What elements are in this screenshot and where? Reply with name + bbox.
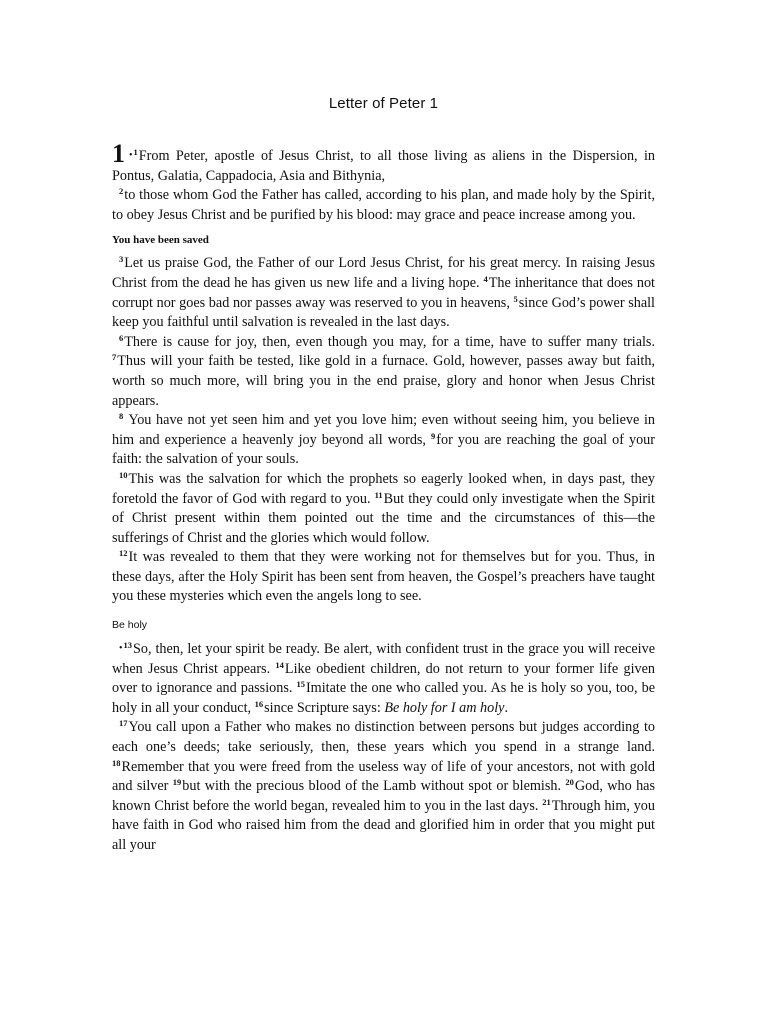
verse-text: From Peter, apostle of Jesus Christ, to all those living as aliens in the Dispersion, in Pontus, Galatia, Cappadocia, Asia and Bithynia, [112,148,655,184]
verse-number: 17 [119,718,128,729]
verse-number: 10 [119,469,128,480]
section-heading-holy: Be holy [112,619,148,632]
verse-text: Remember that you were freed from the useless way of life of your ancestors, not with gold and silver [112,758,655,795]
verse-number: 21 [542,796,551,807]
scripture-quote: Be holy for I am holy [384,699,505,716]
paragraph-verses-3-5 [112,254,655,332]
paragraph-verses-1 [112,139,655,186]
verse-text: There is cause for joy, then, even though you may, for a time, have to suffer many trials. [124,333,655,350]
verse-number: 8 [119,411,124,422]
bullet-marker: • [119,643,123,655]
verse-text: The inheritance that does not corrupt nor goes bad nor passes away was reserved to you in heavens, [112,274,655,311]
verse-number: 6 [119,332,124,343]
bullet-marker: • [129,150,133,161]
verse-text: Let us praise God, the Father of our Lord Jesus Christ, for his great mercy. In raising Jesus Christ from the dead he has given us new life and a living hope. [112,255,655,291]
document-title: Letter of Peter 1 [328,95,439,112]
verse-number: 15 [296,679,305,690]
verse-number: 14 [275,659,284,670]
verse-text: Thus will your faith be tested, like gold in a furnace. Gold, however, passes away but faith, worth so much more, will bring you in the end praise, glory and honor when Jesus Christ appears. [112,353,655,409]
verse-number: 5 [513,293,518,304]
verse-text: You have not yet seen him and yet you love him; even without seeing him, you believe in him and experience a heavenly joy beyond all words, [112,412,655,448]
verse-text: Through him, you have faith in God who raised him from the dead and glorified him in order that you might put all your [112,797,655,853]
verse-text: but with the precious blood of the Lamb without spot or blemish. [182,778,566,795]
paragraph-verses-13-16 [112,639,655,718]
verse-text: This was the salvation for which the prophets so eagerly looked when, in days past, they foretold the favor of God with regard to you. [112,470,655,507]
verse-number: 16 [254,698,264,709]
verse-text: So, then, let your spirit be ready. Be alert, with confident trust in the grace you will receive when Jesus Christ appears. [112,641,655,677]
verse-number: 7 [112,352,117,363]
verse-text: to those whom God the Father has called, according to his plan, and made holy by the Spirit, to obey Jesus Christ and be purified by his blood: may grace and peace increase among you. [112,187,655,223]
verse-text: It was revealed to them that they were working not for themselves but for you. Thus, in these days, after the Holy Spirit has been sent from heaven, the Gospel’s preachers have taught you these mysteries which even the angels long to see. [112,549,655,605]
paragraph-verse-12 [112,548,655,607]
verse-text: But they could only investigate when the Spirit of Christ present within them pointed out the time and the circumstances of this—the sufferings of Christ and the glories which would follow. [112,490,655,546]
verse-text: Like obedient children, do not return to your former life given over to ignorance and passions. [112,660,655,697]
verse-number: 20 [565,777,574,788]
verse-text: . [504,699,509,716]
paragraph-verse-2 [112,186,655,225]
verse-number: 9 [431,430,436,441]
verse-text: You call upon a Father who makes no distinction between persons but judges according to each one’s deeds; take seriously, then, these years which you spend in a strange land. [112,719,655,756]
verse-text: Imitate the one who called you. As he is holy so you, too, be holy in all your conduct, [112,680,655,716]
verse-number: 18 [112,757,121,768]
paragraph-verses-17-21 [112,718,655,855]
verse-number: 1 [133,147,138,157]
verse-number: 13 [123,640,133,651]
verse-number: 12 [119,548,128,559]
verse-text: God, who has known Christ before the world began, revealed him to you in the last days. [112,778,655,814]
verse-number: 11 [374,489,383,500]
verse-number: 19 [172,777,182,788]
verse-number: 4 [483,273,488,284]
verse-text: for you are reaching the goal of your faith: the salvation of your souls. [112,431,655,468]
verse-number: 3 [119,254,124,265]
verse-text: since God’s power shall keep you faithful until salvation is revealed in the last days. [112,294,656,331]
verse-number: 2 [119,186,124,197]
paragraph-verses-10-11 [112,470,655,548]
paragraph-verses-6-7 [112,333,655,411]
section-heading-saved: You have been saved [112,234,209,247]
document-body [112,139,656,856]
verse-text: since Scripture says: [264,699,385,716]
chapter-number: 1 [112,139,125,168]
paragraph-verses-8-9 [112,411,655,470]
